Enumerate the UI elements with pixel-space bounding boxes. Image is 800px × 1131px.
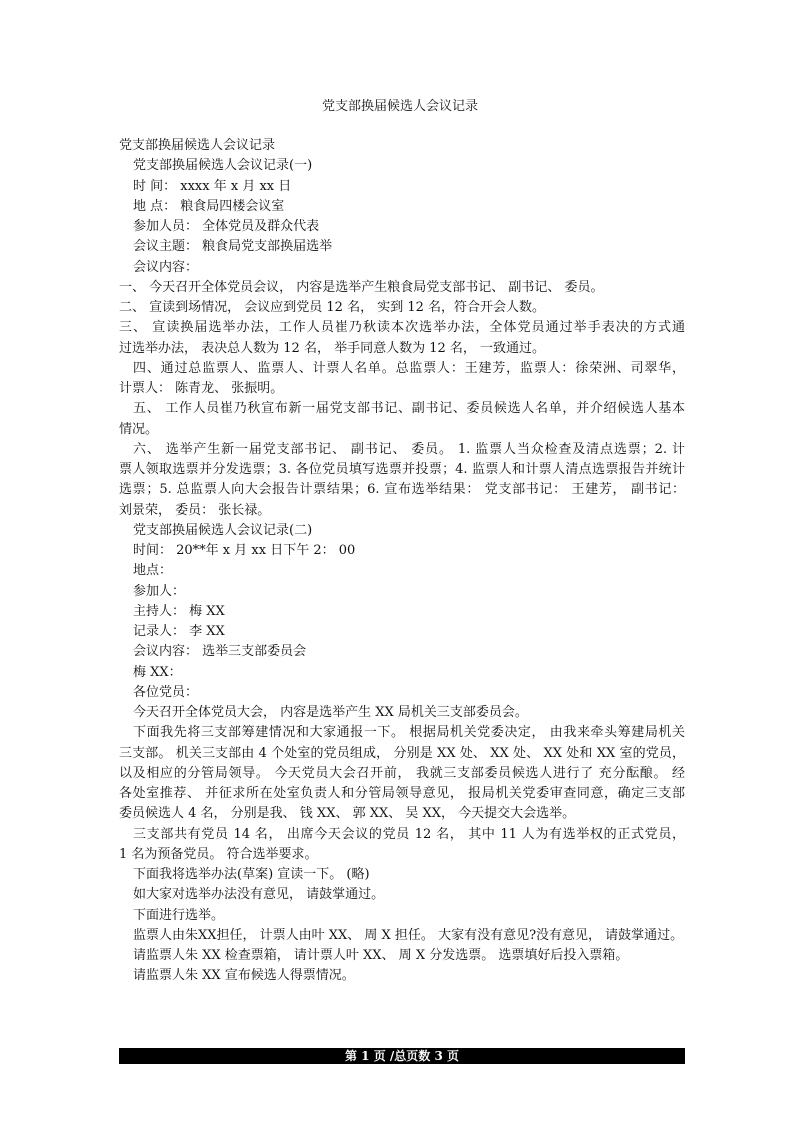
text-line: 主持人： 梅 XX xyxy=(133,603,225,619)
text-line: 参加人员： 全体党员及群众代表 xyxy=(133,219,320,234)
text-line: 会议内容： 选举三支部委员会 xyxy=(133,644,307,660)
text-line: 会议内容： xyxy=(133,259,199,275)
text-line: 时间： 20**年 x 月 xx 日下午 2： 00 xyxy=(133,543,356,558)
page-title: 党支部换届候选人会议记录 xyxy=(321,99,478,114)
text-line: 如大家对选举办法没有意见， 请鼓掌通过。 xyxy=(133,887,385,903)
page-footer: 第 1 页 /总页数 3 页 xyxy=(119,1048,685,1064)
text-line: 下面我将选举办法(草案) 宣读一下。 (略) xyxy=(133,867,370,882)
text-line: 监票人由朱XX担任， 计票人由叶 XX、 周 X 担任。 大家有没有意见?没有意见， 请鼓掌通过。 xyxy=(133,927,684,943)
text-line: 下面我先将三支部筹建情况和大家通报一下。 根据局机关党委决定， 由我来牵头筹建局机关 xyxy=(133,725,685,741)
text-line: 六、 选举产生新一届党支部书记、 副书记、 委员。 1. 监票人当众检查及清点选票；2. 计 xyxy=(133,441,685,457)
text-line: 参加人： xyxy=(133,583,186,599)
text-line: 选票；5. 总监票人向大会报告计票结果；6. 宣布选举结果： 党支部书记： 王建芳， 副书记： xyxy=(119,482,685,498)
text-line: 过选举办法， 表决总人数为 12 名， 举手同意人数为 12 名， 一致通过。 xyxy=(119,340,546,356)
text-line: 地 点： 粮食局四楼会议室 xyxy=(133,198,285,214)
text-line: 情况。 xyxy=(119,421,159,437)
text-line: 梅 XX： xyxy=(133,664,182,680)
text-line: 四、通过总监票人、监票人、计票人名单。总监票人：王建芳，监票人：徐荣洲、司翠华， xyxy=(133,360,685,376)
text-line: 三、 宣读换届选举办法，工作人员崔乃秋读本次选举办法，全体党员通过举手表决的方式通 xyxy=(119,320,685,336)
text-line: 请监票人朱 XX 检查票箱， 请计票人叶 XX、 周 X 分发选票。 选票填好后投入票箱。 xyxy=(133,948,629,963)
text-line: 刘景荣， 委员： 张长禄。 xyxy=(119,502,271,518)
text-line: 票人领取选票并分发选票；3. 各位党员填写选票并投票；4. 监票人和计票人清点选票报告并统计 xyxy=(119,462,685,477)
text-line: 各处室推荐、 并征求所在处室负责人和分管局领导意见， 报局机关党委审查同意，确定三支部 xyxy=(119,786,685,801)
text-line: 请监票人朱 XX 宣布候选人得票情况。 xyxy=(133,968,355,984)
text-line: 一、 今天召开全体党员会议， 内容是选举产生粮食局党支部书记、 副书记、 委员。 xyxy=(119,279,604,295)
text-line: 三支部。 机关三支部由 4 个处室的党员组成， 分别是 XX 处、 XX 处、 XX 处和 XX 室的党员， xyxy=(119,745,685,761)
text-line: 党支部换届候选人会议记录 xyxy=(119,138,276,153)
text-line: 党支部换届候选人会议记录(二) xyxy=(133,522,313,538)
text-line: 以及相应的分管局领导。 今天党员大会召开前， 我就三支部委员候选人进行了 充分酝酿。 经 xyxy=(119,765,685,781)
text-line: 计票人： 陈青龙、 张振明。 xyxy=(119,381,284,396)
text-line: 党支部换届候选人会议记录(一) xyxy=(133,158,313,174)
text-line: 会议主题： 粮食局党支部换届选举 xyxy=(133,239,333,255)
text-line: 记录人： 李 XX xyxy=(133,624,225,639)
text-line: 各位党员： xyxy=(133,684,199,700)
document-body xyxy=(119,136,685,987)
text-line: 二、 宣读到场情况， 会议应到党员 12 名， 实到 12 名，符合开会人数。 xyxy=(119,300,546,315)
text-line: 1 名为预备党员。 符合选举要求。 xyxy=(119,846,318,862)
text-line: 地点： xyxy=(133,563,173,579)
text-line: 五、 工作人员崔乃秋宣布新一届党支部书记、副书记、委员候选人名单，并介绍候选人基本 xyxy=(133,401,685,417)
text-line: 委员候选人 4 名， 分别是我、 钱 XX、 郭 XX、 吴 XX， 今天提交大会选举。 xyxy=(119,806,576,822)
text-line: 时 间： xxxx 年 x 月 xx 日 xyxy=(133,178,292,194)
text-line: 下面进行选举。 xyxy=(133,907,225,923)
text-line: 今天召开全体党员大会， 内容是选举产生 XX 局机关三支部委员会。 xyxy=(133,705,528,720)
text-line: 三支部共有党员 14 名， 出席今天会议的党员 12 名， 其中 11 人为有选举权的正式党员， xyxy=(133,826,685,842)
